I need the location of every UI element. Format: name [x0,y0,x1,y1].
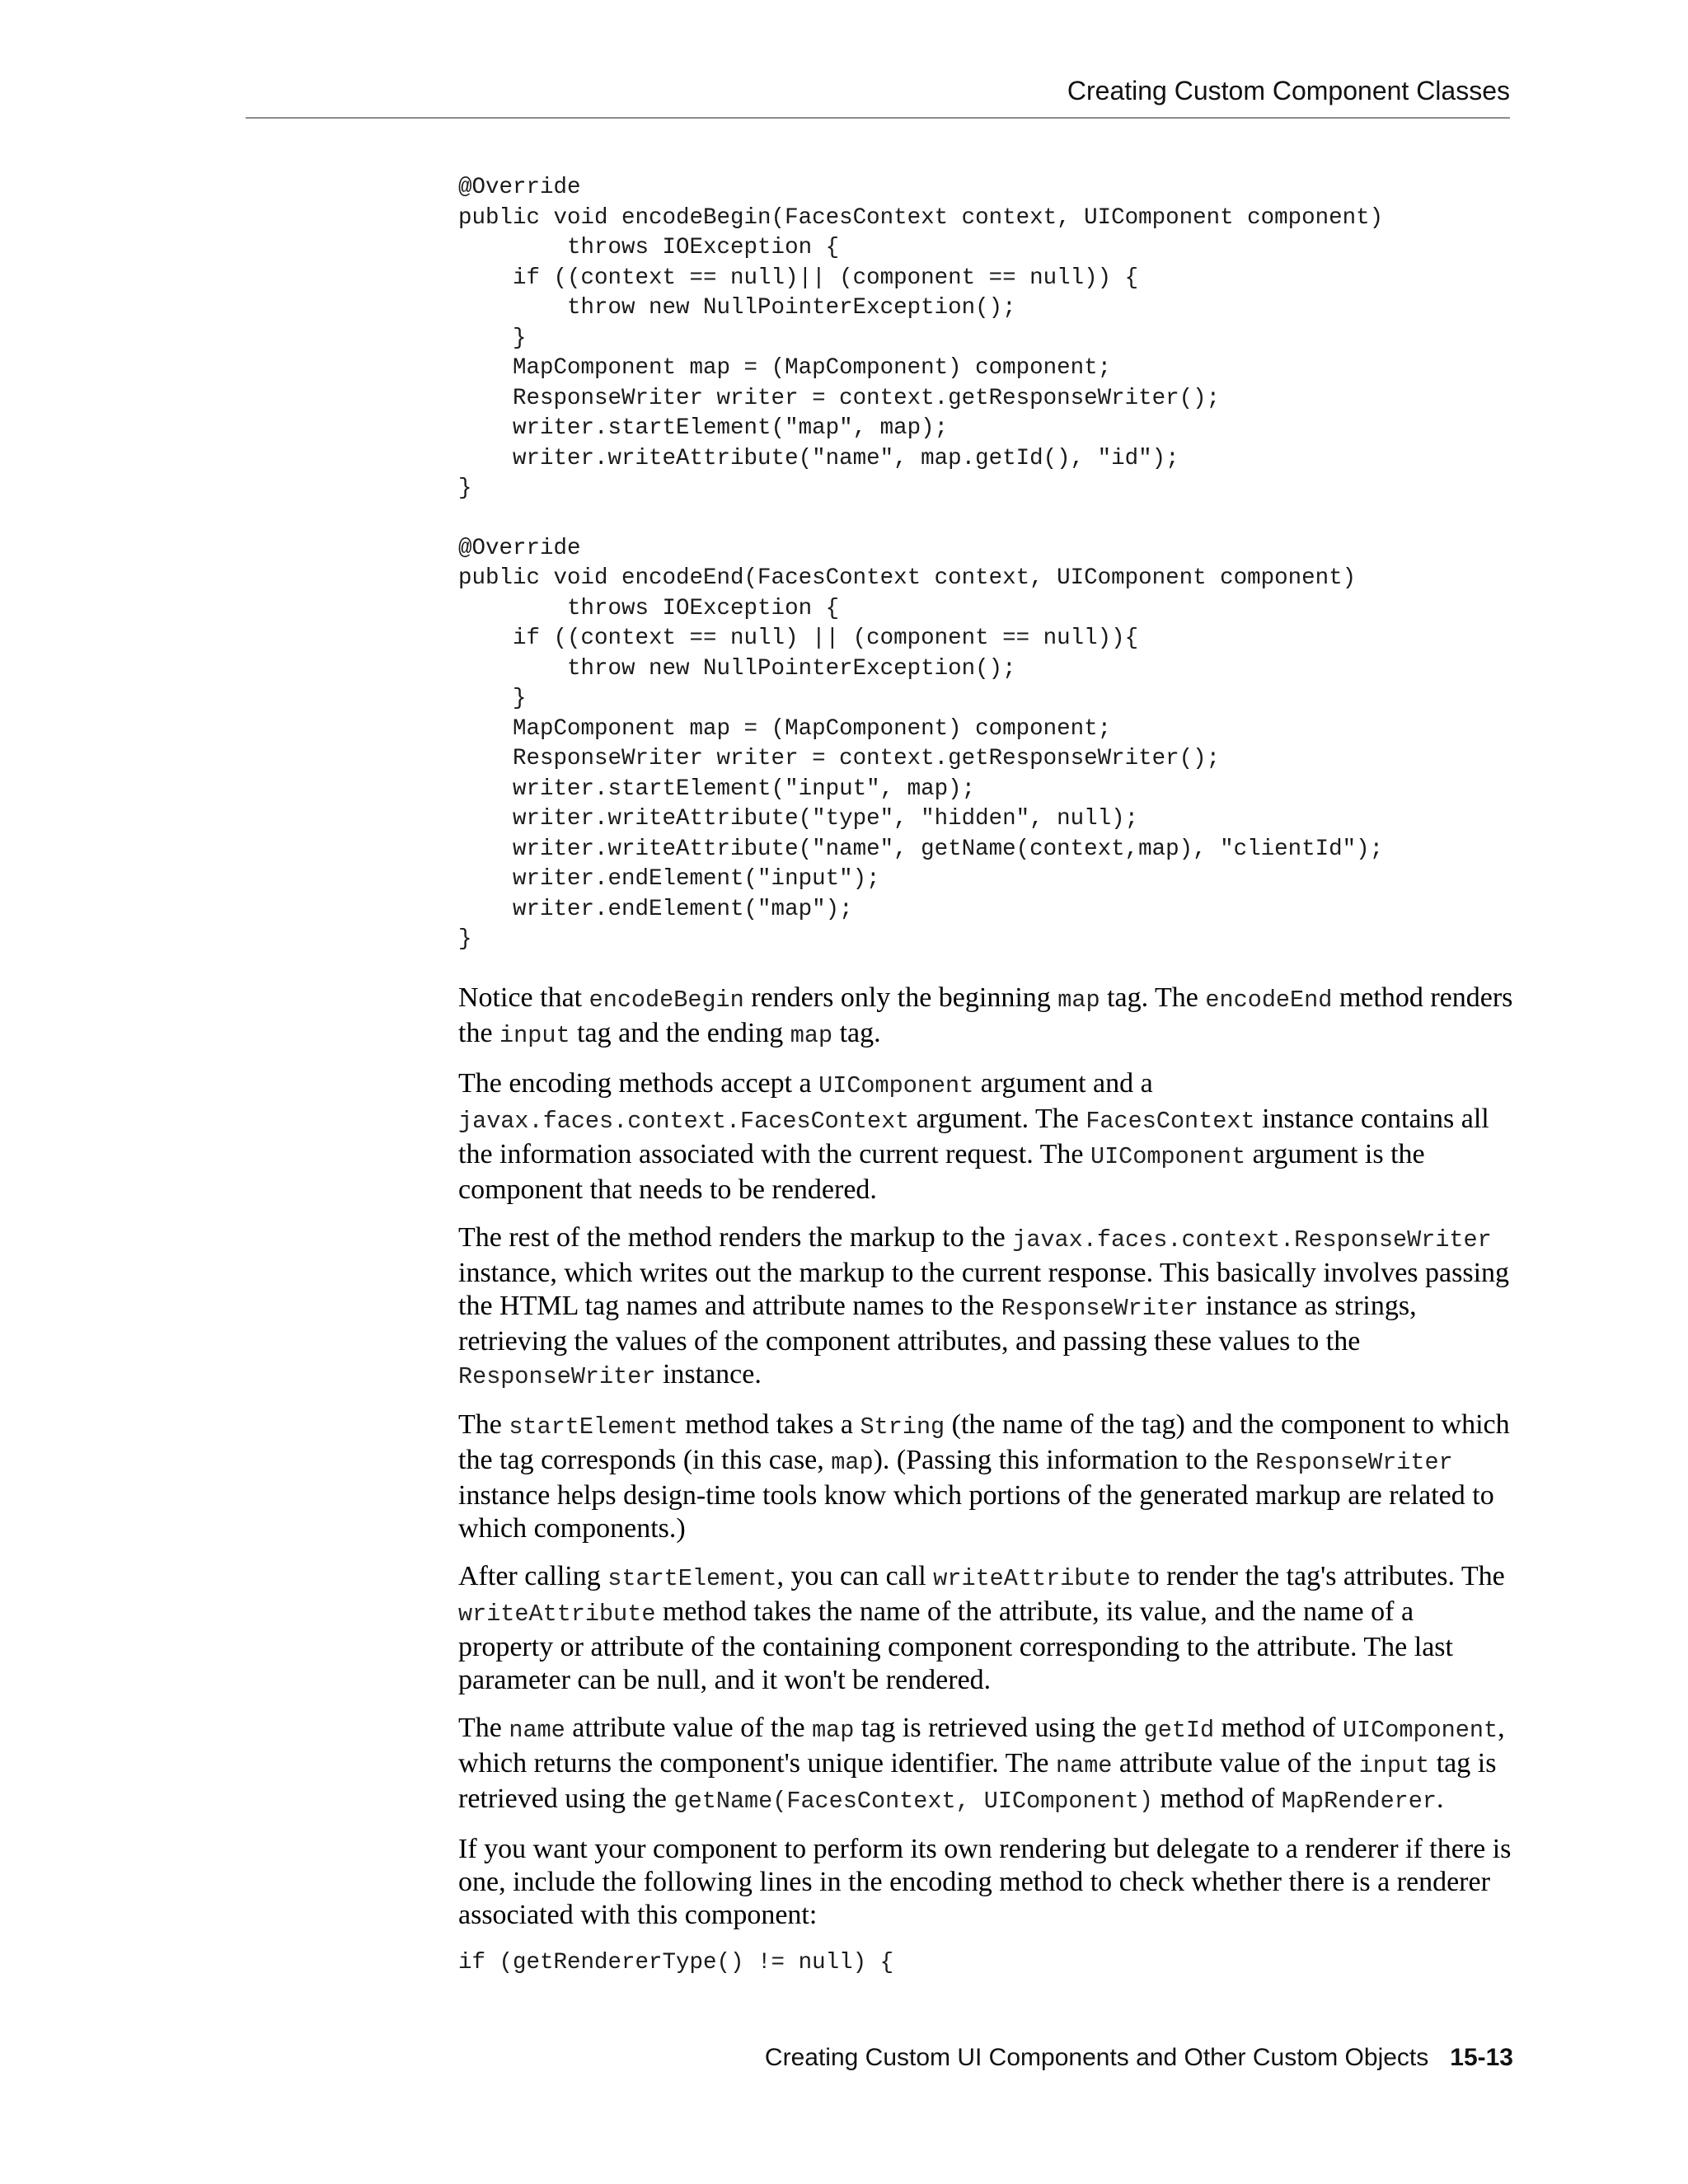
paragraph-text: instance, which writes out the markup to the current response. This basically involves passing the HTML tag names and attribute names to the [458,1257,1510,1321]
inline-code: map [812,1716,855,1744]
code-line: } [458,325,527,351]
paragraph-text: The encoding methods accept a [458,1067,819,1099]
paragraph-text: (the name of the tag) and the component to which the tag corresponds (in this case, [458,1408,1510,1475]
paragraph-text: renders only the beginning [743,982,1058,1013]
code-line: throws IOException { [458,595,840,621]
code-line: } [458,686,527,711]
code-line: writer.writeAttribute("type", "hidden", null); [458,806,1139,832]
paragraph-text: instance. [655,1358,762,1390]
chapter-section-title: Creating Custom Component Classes [1067,76,1510,105]
paragraph [458,982,1513,1052]
paragraph-text: method renders the [458,982,1513,1048]
code-line: public void encodeEnd(FacesContext context, UIComponent component) [458,565,1357,591]
code-line: MapComponent map = (MapComponent) component; [458,715,1112,742]
paragraph [458,1833,1513,1932]
paragraph-text: argument. The [909,1103,1086,1134]
inline-code: encodeBegin [588,986,744,1014]
code-line: if ((context == null) || (component == null)){ [458,626,1139,651]
code-line: @Override [458,535,581,561]
paragraph-text: The [458,1408,509,1440]
code-line: throw new NullPointerException(); [458,655,1016,682]
inline-code: getName(FacesContext, UIComponent) [673,1787,1154,1815]
inline-code: startElement [509,1413,678,1441]
inline-code: javax.faces.context.FacesContext [458,1107,910,1135]
paragraph-text: method takes a [678,1408,860,1440]
paragraph-text: Notice that [458,982,589,1013]
paragraph-text: method takes the name of the attribute, its value, and the name of a property or attribute of the containing component corresponding to the attribute. The last parameter can be null, and it won't be rendered. [458,1596,1453,1695]
book-chapter-title: Creating Custom UI Components and Other Custom Objects [764,2044,1429,2071]
running-header [246,66,1510,119]
paragraph-text: The [458,1712,509,1743]
code-line: if ((context == null)|| (component == null)) { [458,265,1139,291]
paragraph [458,1408,1513,1545]
prose-section [458,982,1513,1932]
code-line: } [458,476,472,501]
paragraph-text: attribute value of the [1112,1747,1359,1779]
paragraph-text: attribute value of the [565,1712,813,1743]
inline-code: ResponseWriter [458,1362,656,1390]
paragraph-text: , which returns the component's unique identifier. The [458,1712,1505,1779]
inline-code: UIComponent [1090,1142,1246,1170]
inline-code: FacesContext [1085,1107,1255,1135]
code-line: public void encodeBegin(FacesContext context, UIComponent component) [458,204,1384,231]
paragraph-text: tag is retrieved using the [854,1712,1144,1743]
code-line: ResponseWriter writer = context.getResponseWriter(); [458,746,1221,771]
code-line: if (getRendererType() != null) { [458,1949,894,1975]
inline-code: ResponseWriter [1001,1294,1199,1322]
inline-code: getId [1143,1716,1215,1744]
paragraph [458,1221,1513,1394]
inline-code: startElement [607,1564,777,1592]
code-line: writer.endElement("input"); [458,866,880,892]
paragraph-text: argument and a [973,1067,1153,1099]
inline-code: writeAttribute [458,1600,656,1628]
code-line: MapComponent map = (MapComponent) component; [458,355,1112,381]
paragraph-text: The rest of the method renders the markup to the [458,1221,1013,1253]
paragraph-text: method of [1214,1712,1343,1743]
inline-code: UIComponent [1342,1716,1498,1744]
paragraph-text: tag. [832,1017,881,1048]
inline-code: map [1057,986,1100,1014]
code-line: throw new NullPointerException(); [458,295,1016,321]
inline-code: ResponseWriter [1255,1448,1453,1476]
code-line: writer.writeAttribute("name", map.getId(), "id"); [458,445,1179,471]
inline-code: String [860,1413,945,1441]
running-footer [0,2044,1513,2072]
paragraph-text: tag. The [1100,982,1206,1013]
paragraph-text: instance contains all the information associated with the current request. The [458,1103,1489,1169]
paragraph-text: ). (Passing this information to the [873,1444,1256,1475]
paragraph-text: method of [1153,1783,1282,1814]
inline-code: writeAttribute [933,1564,1131,1592]
inline-code: map [831,1448,874,1476]
paragraph-text: argument is the component that needs to be rendered. [458,1138,1425,1205]
paragraph [458,1712,1513,1818]
inline-code: UIComponent [818,1071,974,1099]
inline-code: javax.faces.context.ResponseWriter [1012,1226,1492,1254]
paragraph-text: If you want your component to perform its own rendering but delegate to a renderer if there is one, include the following lines in the encoding method to check whether there is a renderer associated with this component: [458,1833,1512,1930]
paragraph [458,1067,1513,1207]
paragraph-text: , you can call [776,1560,934,1591]
code-block-encode-begin [458,173,1513,504]
page-number: 15-13 [1450,2044,1513,2071]
code-line: writer.startElement("input", map); [458,776,976,802]
paragraph-text: to render the tag's attributes. The [1130,1560,1505,1591]
code-line: } [458,926,472,952]
inline-code: encodeEnd [1205,986,1333,1014]
paragraph-text: After calling [458,1560,608,1591]
code-block-encode-end [458,534,1513,955]
inline-code: MapRenderer [1281,1787,1437,1815]
paragraph-text: tag and the ending [570,1017,790,1048]
code-line: ResponseWriter writer = context.getResponseWriter(); [458,385,1221,411]
code-line: throws IOException { [458,235,840,260]
code-block-renderer-check [458,1948,1513,1979]
inline-code: input [1358,1751,1430,1779]
page-body [458,173,1513,1978]
code-line: writer.endElement("map"); [458,896,853,922]
code-line: writer.startElement("map", map); [458,415,949,441]
paragraph [458,1560,1513,1697]
paragraph-text: . [1436,1783,1444,1814]
inline-code: name [1056,1751,1113,1779]
paragraph-text: tag is retrieved using the [458,1747,1497,1814]
inline-code: name [509,1716,565,1744]
paragraph-text: instance helps design-time tools know which portions of the generated markup are related to which components.) [458,1479,1494,1544]
inline-code: input [499,1021,570,1049]
inline-code: map [790,1021,833,1049]
code-line: @Override [458,175,581,200]
code-line: writer.writeAttribute("name", getName(context,map), "clientId"); [458,836,1384,862]
paragraph-text: instance as strings, retrieving the values of the component attributes, and passing these values to the [458,1290,1417,1357]
